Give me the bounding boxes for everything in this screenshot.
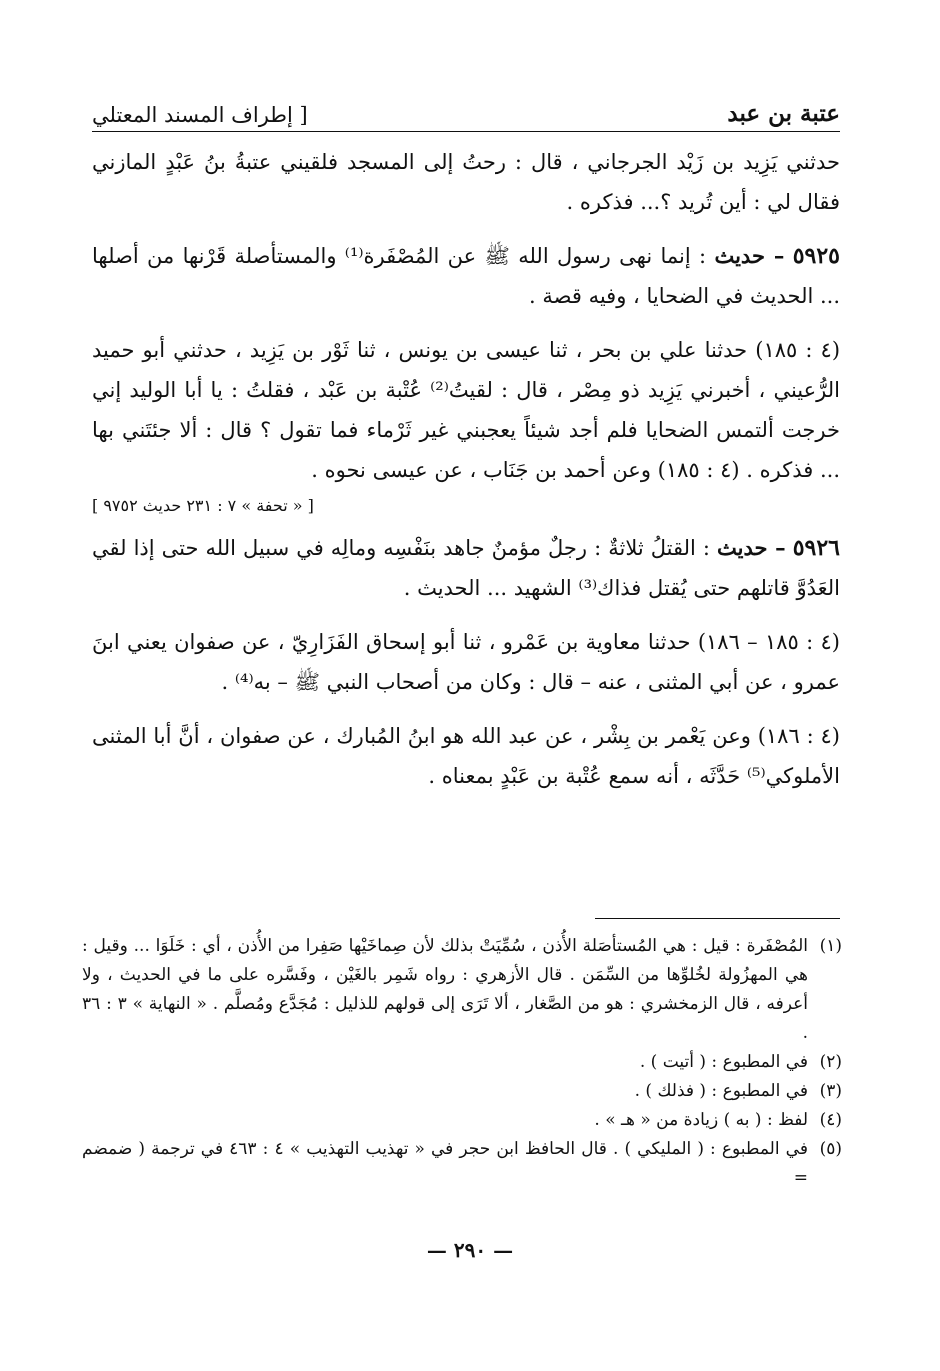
- footnote-text: في المطبوع : ( فذلك ) .: [634, 1081, 808, 1101]
- header-chapter-title: عتبة بن عبد: [727, 100, 840, 127]
- tuhfa-reference: [ « تحفة » ٧ : ٢٣١ حديث ٩٧٥٢ ]: [92, 496, 314, 515]
- paragraph-intro: حدثني يَزِيد بن زَيْد الجرجاني ، قال : رحتُ إلى المسجد فلقيني عتبةُ بنُ عَبْدٍ المازني فقال لي : أين تُريد ؟... فذكره .: [92, 150, 840, 214]
- hadith-number: ٥٩٢٥: [792, 243, 840, 269]
- footnote-number: (٣): [819, 1081, 842, 1101]
- footnote-divider: [595, 918, 840, 919]
- hadith-keyword: – حديث: [717, 535, 786, 560]
- footnote-text: في المطبوع : ( أتيت ) .: [639, 1052, 808, 1072]
- footnote-3: [82, 1077, 842, 1106]
- footnote-text: في المطبوع : ( المليكي ) . قال الحافظ ابن حجر في « تهذيب التهذيب » ٤ : ٤٦٣ في ترجمة ( ضمضم =: [82, 1139, 808, 1188]
- header-book-title: [ إطراف المسند المعتلي: [92, 103, 308, 127]
- footnote-number: (٤): [819, 1110, 842, 1130]
- footnote-number: (٢): [819, 1052, 842, 1072]
- footnote-number: (٥): [819, 1139, 842, 1159]
- footnote-text: المُصْفَرة : قيل : هي المُستأصَلة الأُذن ، سُمِّيَتْ بذلك لأن صِماخَيْها صَفِرا من الأُذن ، أي : خَلَوَا ... وقيل : هي المهزُولة لخُلوِّها من السِّمَن . قال الأزهري : رواه شَمِر بالغَيْن ، وفَسَّره على ما في الحديث ، ولا أعرفه ، قال الزمخشري : هو من الصَّغار ، ألا تَرَى إلى قولهم للذليل : مُجَدَّع ومُصلَّم . « النهاية » ٣ : ٣٦ .: [82, 936, 808, 1043]
- paragraph-isnad-2: (٤ : ١٨٥ – ١٨٦) حدثنا معاوية بن عَمْرو ، ثنا أبو إسحاق الفَزَارِيّ ، عن صفوان يعني ابنَ عمرو ، عن أبي المثنى ، عنه – قال : وكان من أصحاب النبي ﷺ – به⁽⁴⁾ .: [92, 630, 840, 694]
- page-number: — ٢٩٠ —: [426, 1238, 514, 1262]
- hadith-5926: [92, 528, 840, 608]
- footnote-number: (١): [819, 936, 842, 956]
- hadith-keyword: – حديث: [714, 243, 785, 268]
- hadith-5925: [92, 236, 840, 316]
- hadith-text: : القتلُ ثلاثةٌ : رجلٌ مؤمنٌ جاهد بنَفْسِه ومالِه في سبيل الله حتى إذا لقي العَدُوَّ قاتلهم حتى يُقتل فذاك⁽³⁾ الشهيد ... الحديث .: [92, 536, 840, 600]
- footnote-text: لفظ : ( به ) زيادة من « هـ » .: [594, 1110, 808, 1130]
- running-header: [92, 92, 840, 132]
- hadith-number: ٥٩٢٦: [792, 535, 840, 561]
- paragraph-isnad-3: (٤ : ١٨٦) وعن يَعْمر بن بِشْر ، عن عبد الله هو ابنُ المُبارك ، عن صفوان ، أنَّ أبا المثنى الأملوكي⁽⁵⁾ حَدَّثَه ، أنه سمع عُتْبة بن عَبْدٍ بمعناه .: [92, 724, 840, 788]
- footnote-1: [82, 932, 842, 1048]
- main-text: [92, 142, 840, 810]
- footnotes: [82, 932, 842, 1193]
- footnote-2: [82, 1048, 842, 1077]
- hadith-text: : إنما نهى رسول الله ﷺ عن المُصْفَرة⁽¹⁾ والمستأصلة قَرْنها من أصلها ... الحديث في الضحايا ، وفيه قصة .: [92, 244, 840, 308]
- footnote-4: [82, 1106, 842, 1135]
- footnote-5: [82, 1135, 842, 1193]
- paragraph-isnad-1: (٤ : ١٨٥) حدثنا علي بن بحر ، ثنا عيسى بن يونس ، ثنا ثَوْر بن يَزِيد ، حدثني أبو حميد الرُّعيني ، أخبرني يَزِيد ذو مِصْر ، قال : لقيتُ⁽²⁾ عُتْبة بن عَبْد ، فقلتُ : يا أبا الوليد إني خرجت ألتمس الضحايا فلم أجد شيئاً يعجبني غير ثَرْماء فما تقول ؟ قال : ألا جئتَني بها ... فذكره . (٤ : ١٨٥) وعن أحمد بن جَنَاب ، عن عيسى نحوه .: [92, 338, 841, 482]
